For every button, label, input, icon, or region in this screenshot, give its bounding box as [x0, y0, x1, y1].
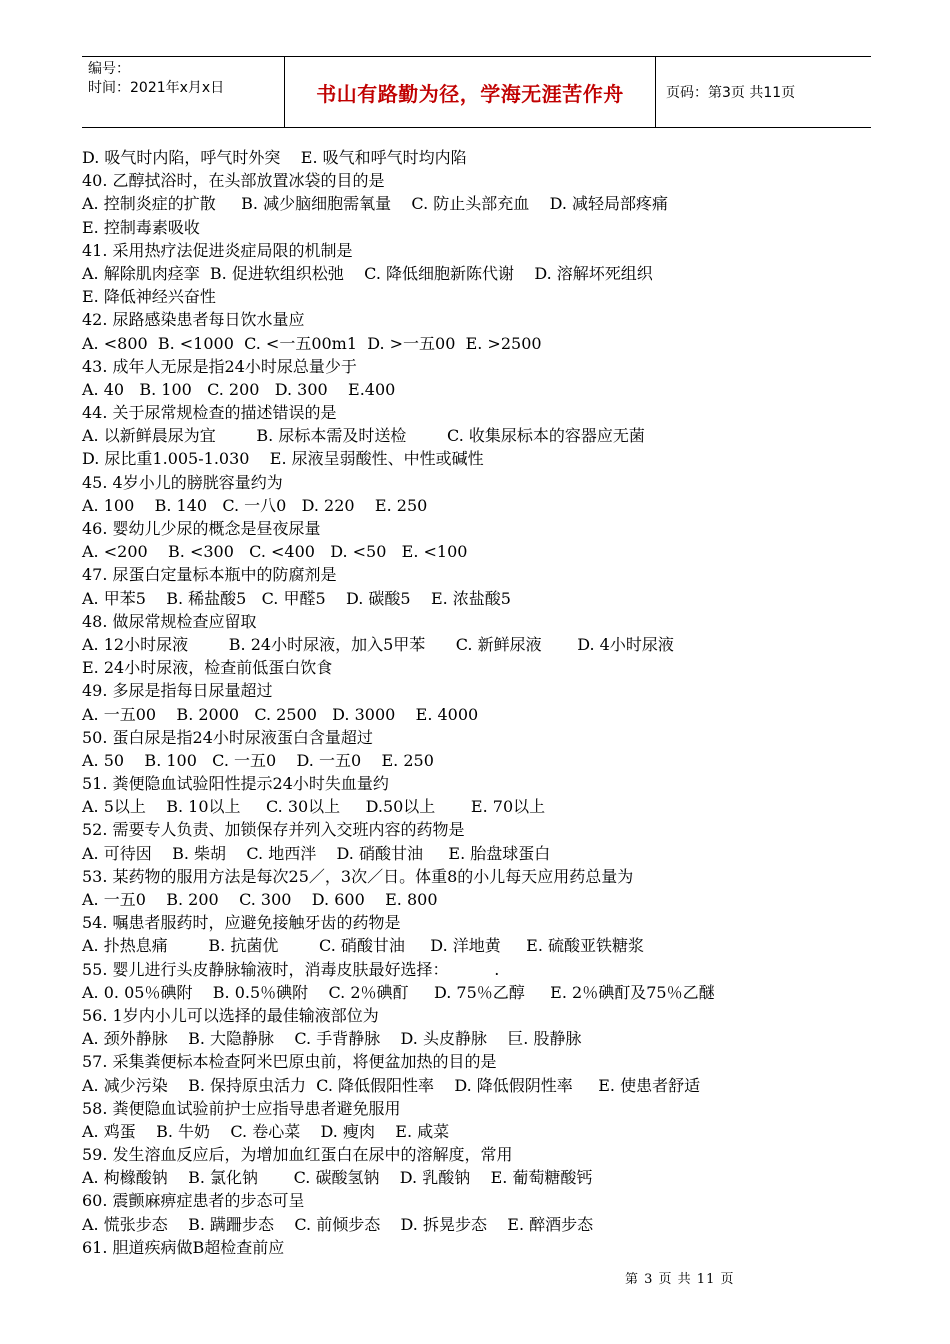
text-line: 60. 震颤麻痹症患者的步态可呈 [82, 1191, 305, 1211]
text-line: A. <200 B. <300 C. <400 D. <50 E. <100 [82, 542, 468, 562]
text-line: 46. 婴幼儿少尿的概念是昼夜尿量 [82, 519, 321, 538]
text-line: 47. 尿蛋白定量标本瓶中的防腐剂是 [82, 565, 337, 585]
document-body [82, 146, 882, 1259]
text-line: A. 枸橼酸钠 B. 氯化钠 C. 碳酸氢钠 D. 乳酸钠 E. 葡萄糖酸钙 [82, 1168, 593, 1188]
page-footer: 第 3 页 共 11 页 [625, 1272, 735, 1287]
text-line: A. 扑热息痛 B. 抗菌优 C. 硝酸甘油 D. 洋地黄 E. 硫酸亚铁糖浆 [82, 936, 645, 956]
text-line: A. 减少污染 B. 保持原虫活力 C. 降低假阳性率 D. 降低假阴性率 E. 使患者舒适 [82, 1075, 701, 1095]
text-line: 54. 嘱患者服药时，应避免接触牙齿的药物是 [82, 913, 401, 933]
text-line: A. 一五00 B. 2000 C. 2500 D. 3000 E. 4000 [82, 704, 479, 724]
text-line: A. 慌张步态 B. 蹒跚步态 C. 前倾步态 D. 拆晃步态 E. 醉酒步态 [82, 1214, 594, 1234]
text-line: A. 一五0 B. 200 C. 300 D. 600 E. 800 [82, 890, 438, 909]
text-line: A. 12小时尿液 B. 24小时尿液，加入5甲苯 C. 新鲜尿液 D. 4小时尿液 [82, 634, 674, 654]
time-label: 时间：2021年x月x日 [88, 80, 225, 96]
text-line: A. 5以上 B. 10以上 C. 30以上 D.50以上 E. 70以上 [82, 797, 546, 817]
text-line: E. 24小时尿液，检查前低蛋白饮食 [82, 658, 333, 678]
text-line: E. 控制毒素吸收 [82, 217, 200, 237]
page-header [82, 56, 871, 128]
number-label: 编号： [88, 61, 130, 77]
text-line: A. 控制炎症的扩散 B. 减少脑细胞需氧量 C. 防止头部充血 D. 减轻局部疼痛 [82, 194, 669, 214]
header-motto: 书山有路勤为径，学海无涯苦作舟 [316, 81, 624, 106]
text-line: 50. 蛋白尿是指24小时尿液蛋白含量超过 [82, 727, 373, 747]
text-line: 44. 关于尿常规检查的描述错误的是 [82, 403, 337, 423]
text-line: A. 解除肌肉痉挛 B. 促进软组织松弛 C. 降低细胞新陈代谢 D. 溶解坏死组织 [82, 263, 653, 283]
text-line: 58. 粪便隐血试验前护士应指导患者避免服用 [82, 1098, 401, 1118]
text-line: A. 鸡蛋 B. 牛奶 C. 卷心菜 D. 瘦肉 E. 咸菜 [82, 1121, 450, 1141]
text-line: E. 降低神经兴奋性 [82, 287, 216, 307]
text-line: 52. 需要专人负责、加锁保存并列入交班内容的药物是 [82, 820, 465, 840]
text-line: A. 40 B. 100 C. 200 D. 300 E.400 [82, 379, 396, 399]
text-line: 51. 粪便隐血试验阳性提示24小时失血量约 [82, 774, 389, 794]
text-line: 61. 胆道疾病做B超检查前应 [82, 1237, 285, 1257]
text-line: A. <800 B. <1000 C. <一五00m1 D. >一五00 E. >2500 [82, 333, 542, 353]
header-page-code: 页码：第3页 共11页 [666, 85, 796, 101]
text-line: 55. 婴儿进行头皮静脉输液时，消毒皮肤最好选择： . [82, 959, 500, 979]
text-line: D. 尿比重1.005-1.030 E. 尿液呈弱酸性、中性或碱性 [82, 449, 484, 469]
text-line: A. 50 B. 100 C. 一五0 D. 一五0 E. 250 [82, 750, 434, 770]
text-line: A. 甲苯5 B. 稀盐酸5 C. 甲醛5 D. 碳酸5 E. 浓盐酸5 [82, 588, 511, 608]
text-line: D. 吸气时内陷，呼气时外突 E. 吸气和呼气时均内陷 [82, 148, 467, 167]
text-line: 43. 成年人无尿是指24小时尿总量少于 [82, 356, 357, 376]
text-line: A. 100 B. 140 C. 一八0 D. 220 E. 250 [82, 495, 428, 515]
header-motto-cell [284, 57, 656, 127]
text-line: 59. 发生溶血反应后，为增加血红蛋白在尿中的溶解度，常用 [82, 1145, 513, 1165]
text-line: 49. 多尿是指每日尿量超过 [82, 681, 273, 701]
text-line: 40. 乙醇拭浴时，在头部放置冰袋的目的是 [82, 171, 385, 191]
header-meta [82, 57, 284, 127]
text-line: A. 可待因 B. 柴胡 C. 地西泮 D. 硝酸甘油 E. 胎盘球蛋白 [82, 843, 551, 863]
text-line: 57. 采集粪便标本检查阿米巴原虫前，将便盆加热的目的是 [82, 1052, 497, 1072]
text-line: 41. 采用热疗法促进炎症局限的机制是 [82, 240, 353, 260]
text-line: 56. 1岁内小儿可以选择的最佳输液部位为 [82, 1005, 379, 1025]
text-line: 42. 尿路感染患者每日饮水量应 [82, 310, 305, 330]
text-line: A. 颈外静脉 B. 大隐静脉 C. 手背静脉 D. 头皮静脉 巨. 股静脉 [82, 1029, 582, 1049]
text-line: 45. 4岁小儿的膀胱容量约为 [82, 472, 283, 492]
text-line: 53. 某药物的服用方法是每次25／，3次／日。体重8的小儿每天应用药总量为 [82, 866, 634, 886]
text-line: A. 以新鲜晨尿为宜 B. 尿标本需及时送检 C. 收集尿标本的容器应无菌 [82, 426, 645, 446]
text-line: 48. 做尿常规检查应留取 [82, 611, 257, 631]
text-line: A. 0. 05％碘附 B. 0.5％碘附 C. 2％碘酊 D. 75％乙醇 E. 2％碘酊及75％乙醚 [82, 982, 715, 1002]
